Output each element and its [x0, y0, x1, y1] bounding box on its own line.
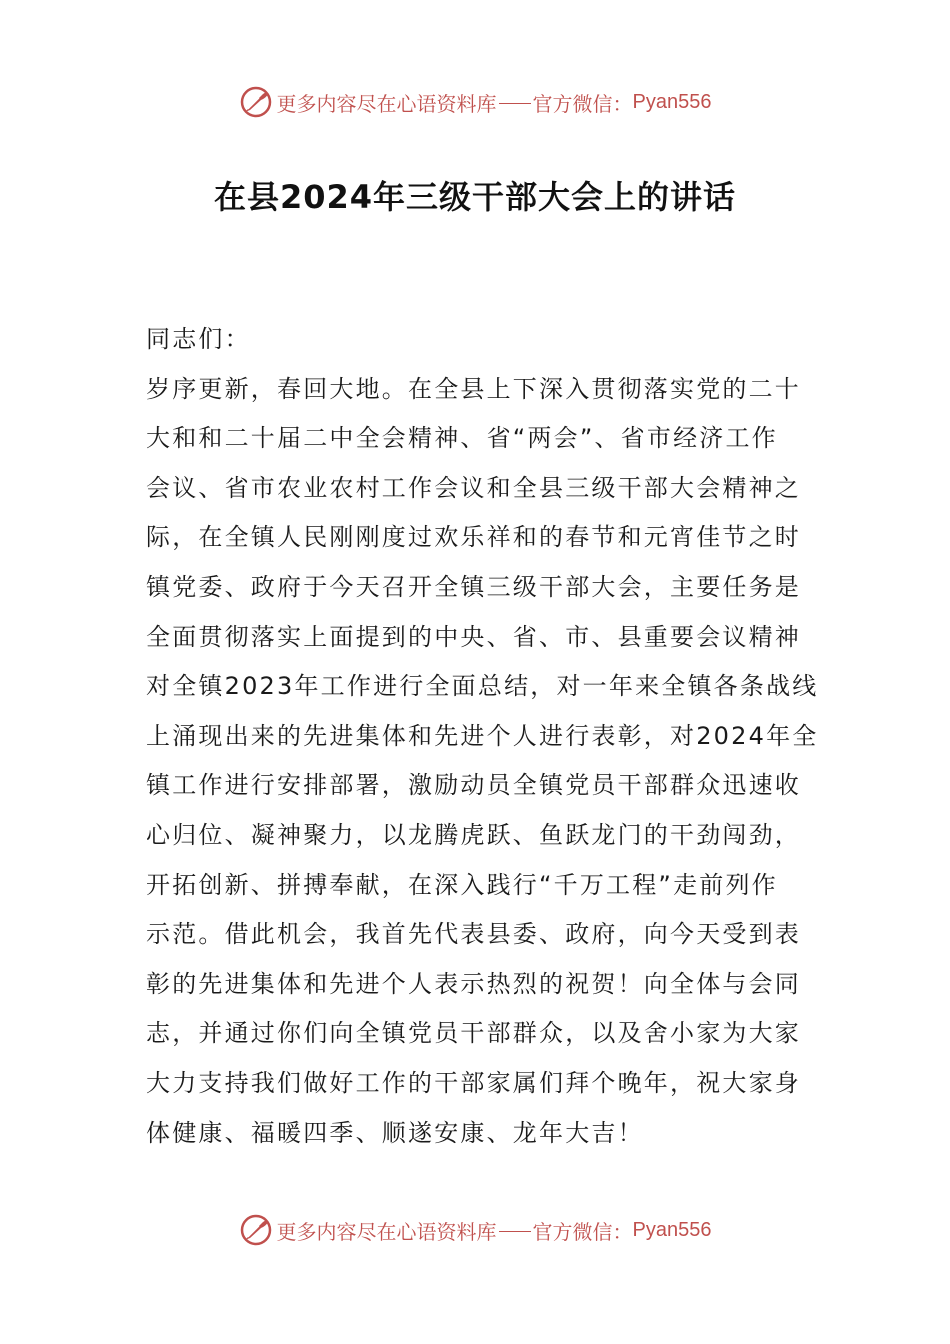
document-title: 在县2024年三级干部大会上的讲话: [213, 178, 737, 216]
body-line: 镇党委、政府于今天召开全镇三级干部大会，主要任务是: [146, 572, 801, 601]
body-line: 体健康、福暖四季、顺遂安康、龙年大吉！: [146, 1118, 644, 1147]
body-line: 上涌现出来的先进集体和先进个人进行表彰，对2024年全: [146, 721, 819, 750]
body-line: 大力支持我们做好工作的干部家属们拜个晚年，祝大家身: [146, 1068, 801, 1097]
header-watermark-banner: [0, 82, 950, 122]
banner-wechat-id: Pyan556: [632, 90, 712, 113]
body-line: 志，并通过你们向全镇党员干部群众，以及舍小家为大家: [146, 1019, 801, 1048]
banner-text: 更多内容尽在心语资料库: [276, 91, 497, 116]
body-line: 心归位、凝神聚力，以龙腾虎跃、鱼跃龙门的干劲闯劲，: [146, 820, 801, 849]
document-body: [146, 315, 819, 1158]
body-line: 开拓创新、拼搏奉献，在深入践行“千万工程”走前列作: [146, 870, 778, 899]
quill-logo-icon: [239, 1213, 273, 1247]
banner-wechat-label: 官方微信：: [532, 91, 633, 116]
body-line: 彰的先进集体和先进个人表示热烈的祝贺！向全体与会同: [146, 969, 801, 998]
quill-logo-icon: [239, 85, 273, 119]
banner-wechat-label: 官方微信：: [532, 1219, 633, 1244]
banner-wechat-id: Pyan556: [632, 1218, 712, 1241]
body-line: 镇工作进行安排部署，激励动员全镇党员干部群众迅速收: [146, 771, 801, 800]
banner-dash: [499, 1231, 531, 1232]
body-line: 会议、省市农业农村工作会议和全县三级干部大会精神之: [146, 473, 801, 502]
body-line: 全面贯彻落实上面提到的中央、省、市、县重要会议精神: [146, 622, 801, 651]
body-line: 对全镇2023年工作进行全面总结，对一年来全镇各条战线: [146, 672, 819, 701]
banner-dash: [499, 103, 531, 104]
footer-watermark-banner: [0, 1210, 950, 1250]
salutation: 同志们：: [146, 325, 251, 353]
body-line: 岁序更新，春回大地。在全县上下深入贯彻落实党的二十: [146, 374, 801, 403]
banner-text: 更多内容尽在心语资料库: [276, 1219, 497, 1244]
body-line: 示范。借此机会，我首先代表县委、政府，向今天受到表: [146, 920, 801, 949]
body-line: 大和和二十届二中全会精神、省“两会”、省市经济工作: [146, 424, 778, 453]
body-line: 际，在全镇人民刚刚度过欢乐祥和的春节和元宵佳节之时: [146, 523, 801, 552]
